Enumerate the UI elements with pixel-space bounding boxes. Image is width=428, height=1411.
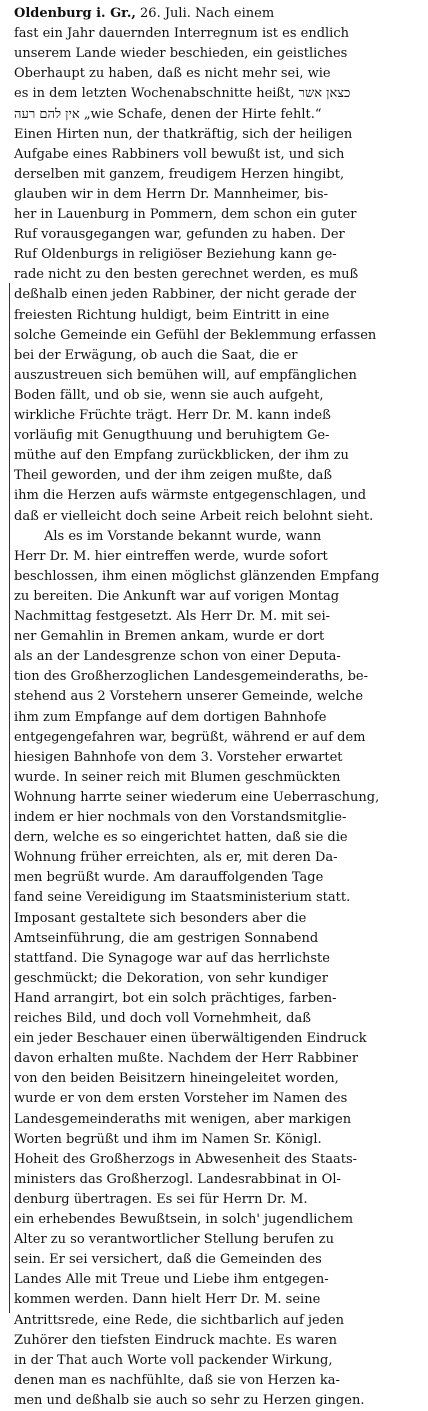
text-line: Boden fällt, und ob sie, wenn sie auch aufgeht,: [14, 387, 324, 403]
text-line: vorläufig mit Genugthuung und beruhigtem Ge-: [14, 428, 330, 444]
text-line: wirkliche Früchte trägt. Herr Dr. M. kann indeß: [14, 408, 331, 423]
text-line: derselben mit ganzem, freudigem Herzen hingibt,: [14, 166, 345, 182]
text-line: Landesgemeinderaths mit wenigen, aber markigen: [14, 1111, 352, 1127]
text-line: reiches Bild, und doch voll Vornehmheit, daß: [14, 1011, 311, 1026]
text-line: denen man es nachfühlte, daß sie von Herzen ka-: [14, 1372, 340, 1388]
column-rule: [9, 283, 10, 1313]
text-line: ministers das Großherzogl. Landesrabbinat in Ol-: [14, 1171, 341, 1187]
text-line: solche Gemeinde ein Gefühl der Beklemmung erfassen: [14, 327, 377, 343]
text-line: Oberhaupt zu haben, daß es nicht mehr sei, wie: [14, 66, 331, 82]
text-line: Einen Hirten nun, der thatkräftig, sich der heiligen: [14, 126, 353, 142]
text-line: müthe auf den Empfang zurückblicken, der ihm zu: [14, 448, 349, 464]
text-line: daß er vielleicht doch seine Arbeit reich belohnt sieht.: [14, 508, 374, 524]
text-line: her in Lauenburg in Pommern, dem schon ein guter: [14, 207, 357, 222]
text-line: Landes Alle mit Treue und Liebe ihm entgegen-: [14, 1272, 329, 1288]
text-line: wurde er von dem ersten Vorsteher im Namen des: [14, 1091, 348, 1107]
text-line: tion des Großherzoglichen Landesgemeinderaths, be-: [14, 669, 369, 685]
text-line: glauben wir in dem Herrn Dr. Mannheimer, bis-: [14, 186, 328, 202]
text-line: geschmückt; die Dekoration, von sehr kundiger: [14, 970, 328, 986]
text-line: es in dem letzten Wochenabschnitte heißt, כצאן אשר: [14, 86, 351, 102]
text-line: zu bereiten. Die Ankunft war auf vorigen Montag: [14, 588, 340, 604]
text-line: kommen werden. Dann hielt Herr Dr. M. seine: [14, 1292, 321, 1308]
text-line: Antrittsrede, eine Rede, die sichtbarlich auf jeden: [14, 1312, 345, 1328]
text-line: Nachmittag festgesetzt. Als Herr Dr. M. mit sei-: [14, 609, 331, 624]
text-line-rest: Nach einem: [190, 6, 275, 21]
text-line: [14, 4, 418, 24]
text-line: indem er hier nochmals von den Vorstandsmitglie-: [14, 810, 347, 825]
text-line: dern, welche es so eingerichtet hatten, daß sie die: [14, 830, 348, 846]
text-line: sein. Er sei versichert, daß die Gemeinden des: [14, 1252, 322, 1268]
text-line: auszustreuen sich bemühen will, auf empfänglichen: [14, 367, 357, 383]
text-line: אין להם רעה „wie Schafe, denen der Hirte fehlt.“: [14, 106, 322, 122]
dateline-date: 26. Juli.: [135, 6, 191, 21]
text-line: ihm zum Empfange auf dem dortigen Bahnhofe: [14, 709, 327, 725]
text-line: in der That auch Worte voll packender Wirkung,: [14, 1352, 333, 1368]
text-line: men und deßhalb sie auch so sehr zu Herzen gingen.: [14, 1392, 365, 1408]
text-line: Ruf Oldenburgs in religiöser Beziehung kann ge-: [14, 247, 337, 263]
text-line: fand seine Vereidigung im Staatsministerium statt.: [14, 890, 351, 906]
text-line: davon erhalten mußte. Nachdem der Herr Rabbiner: [14, 1051, 359, 1067]
text-line: Worten begrüßt und ihm im Namen Sr. Königl.: [14, 1131, 322, 1147]
text-line: Hand arrangirt, bot ein solch prächtiges, farben-: [14, 990, 337, 1006]
text-line: Zuhörer den tiefsten Eindruck machte. Es waren: [14, 1332, 337, 1348]
text-line: Aufgabe eines Rabbiners voll bewußt ist, und sich: [14, 146, 345, 162]
text-line: men begrüßt wurde. Am darauffolgenden Tage: [14, 870, 324, 886]
text-line: ner Gemahlin in Bremen ankam, wurde er dort: [14, 629, 325, 645]
text-line: Wohnung harrte seiner wiederum eine Ueberraschung,: [14, 789, 380, 805]
text-line: Als es im Vorstande bekannt wurde, wann: [44, 528, 322, 544]
text-line: ein erhebendes Bewußtsein, in solch' jugendlichem: [14, 1212, 354, 1227]
text-line: Herr Dr. M. hier eintreffen werde, wurde sofort: [14, 548, 328, 564]
text-line: entgegengefahren war, begrüßt, während er auf dem: [14, 729, 366, 745]
text-line: Imposant gestaltete sich besonders aber die: [14, 910, 307, 926]
text-line: Ruf vorausgegangen war, gefunden zu haben. Der: [14, 227, 345, 243]
text-line: von den beiden Beisitzern hineingeleitet worden,: [14, 1071, 339, 1087]
text-line: hiesigen Bahnhofe von dem 3. Vorsteher erwartet: [14, 749, 343, 765]
text-line: als an der Landesgrenze schon von einer Deputa-: [14, 649, 341, 665]
text-line: fast ein Jahr dauernden Interregnum ist es endlich: [14, 26, 349, 42]
text-line: beschlossen, ihm einen möglichst glänzenden Empfang: [14, 568, 380, 584]
text-line: freiesten Richtung huldigt, beim Eintritt in eine: [14, 307, 330, 323]
text-line: denburg übertragen. Es sei für Herrn Dr. M.: [14, 1191, 308, 1207]
text-line: deßhalb einen jeden Rabbiner, der nicht gerade der: [14, 287, 357, 303]
text-line: ihm die Herzen aufs wärmste entgegenschlagen, und: [14, 488, 367, 504]
text-line: bei der Erwägung, ob auch die Saat, die er: [14, 347, 298, 363]
text-line: Hoheit des Großherzogs in Abwesenheit des Staats-: [14, 1151, 358, 1167]
text-line: ein jeder Beschauer einen überwältigenden Eindruck: [14, 1031, 367, 1047]
text-line: rade nicht zu den besten gerechnet werden, es muß: [14, 267, 359, 283]
text-line: stehend aus 2 Vorstehern unserer Gemeinde, welche: [14, 689, 364, 705]
text-line: Alter zu so verantwortlicher Stellung berufen zu: [14, 1232, 334, 1248]
dateline-place: Oldenburg i. Gr.,: [14, 6, 136, 21]
text-line: Wohnung früher erreichten, als er, mit deren Da-: [14, 850, 338, 866]
text-line: wurde. In seiner reich mit Blumen geschmückten: [14, 769, 341, 785]
text-line: unserem Lande wieder beschieden, ein geistliches: [14, 46, 348, 62]
text-line: Amtseinführung, die am gestrigen Sonnabend: [14, 930, 319, 946]
text-line: Theil geworden, und der ihm zeigen mußte, daß: [14, 468, 333, 484]
text-line: stattfand. Die Synagoge war auf das herrlichste: [14, 950, 330, 966]
